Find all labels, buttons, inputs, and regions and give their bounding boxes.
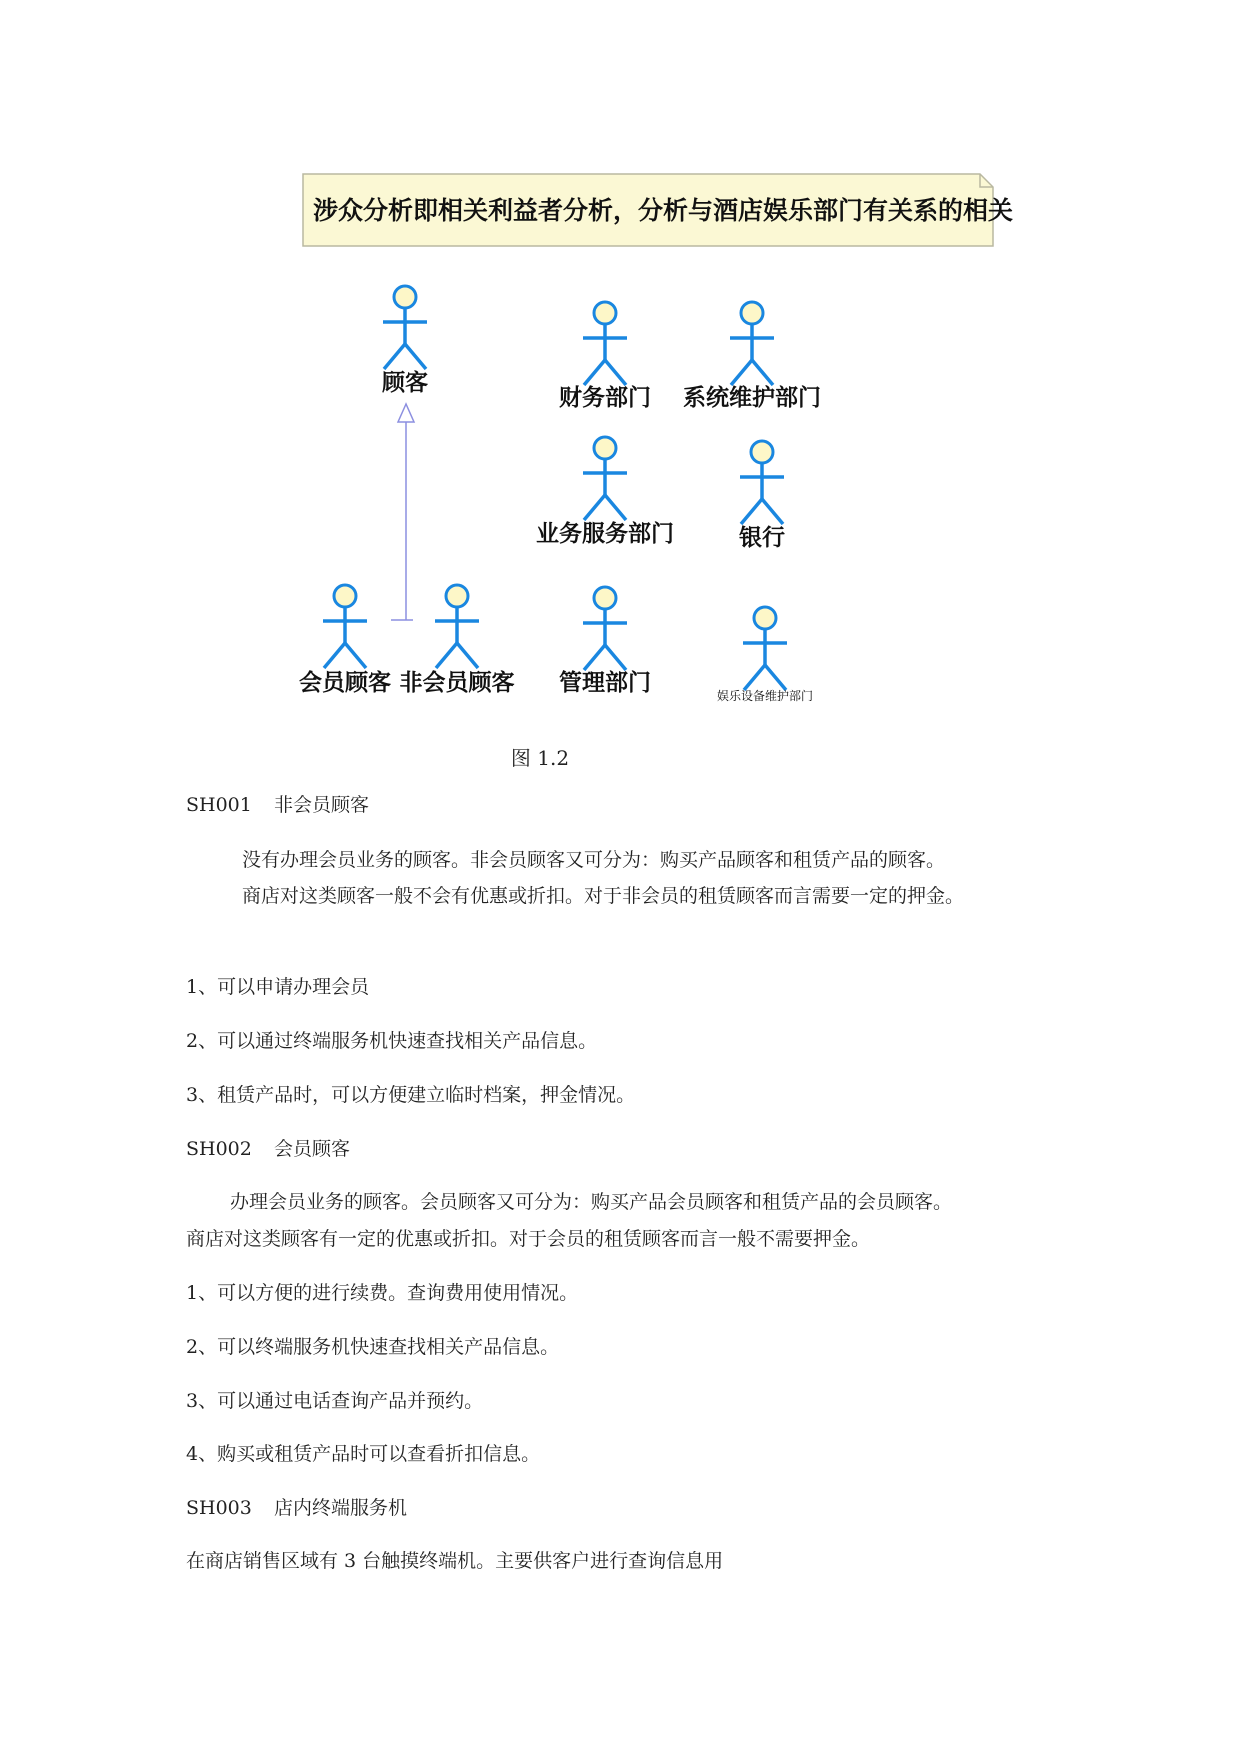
actor-nonmember (400, 585, 515, 696)
list-item: 3、可以通过电话查询产品并预约。 (186, 1390, 484, 1412)
section-title: 店内终端服务机 (274, 1497, 408, 1519)
section-title: 非会员顾客 (274, 794, 370, 816)
actor-label-member: 会员顾客 (299, 670, 391, 696)
actor-label-management: 管理部门 (559, 670, 651, 696)
actor-label-customer: 顾客 (382, 370, 428, 396)
list-item: 1、可以方便的进行续费。查询费用使用情况。 (186, 1282, 579, 1304)
actor-label-sysmaint: 系统维护部门 (683, 385, 821, 411)
actor-business-service (536, 437, 674, 547)
section-heading-sh001 (186, 793, 369, 818)
section-title: 会员顾客 (274, 1138, 351, 1160)
section-id: SH002 (186, 1138, 252, 1160)
stakeholder-diagram (0, 0, 1241, 720)
paragraph-line: 在商店销售区域有 3 台触摸终端机。主要供客户进行查询信息用 (186, 1550, 724, 1572)
actor-customer (382, 286, 428, 396)
list-item: 4、购买或租赁产品时可以查看折扣信息。 (186, 1443, 541, 1465)
paragraph-line: 商店对这类顾客有一定的优惠或折扣。对于会员的租赁顾客而言一般不需要押金。 (186, 1228, 871, 1250)
paragraph-line: 没有办理会员业务的顾客。非会员顾客又可分为：购买产品顾客和租赁产品的顾客。 (242, 849, 946, 871)
paragraph-line: 商店对这类顾客一般不会有优惠或折扣。对于非会员的租赁顾客而言需要一定的押金。 (242, 885, 965, 907)
section-heading-sh002 (186, 1137, 350, 1162)
actor-management (559, 587, 651, 696)
actor-label-nonmember: 非会员顾客 (399, 670, 515, 696)
list-item: 2、可以终端服务机快速查找相关产品信息。 (186, 1336, 560, 1358)
section-id: SH001 (186, 794, 252, 816)
list-item: 1、可以申请办理会员 (186, 976, 370, 998)
actor-finance (559, 302, 651, 411)
generalization-arrow (391, 404, 414, 620)
note-box (303, 174, 1013, 246)
actor-system-maintenance (683, 302, 821, 411)
section-id: SH003 (186, 1497, 252, 1519)
actor-label-finance: 财务部门 (559, 385, 651, 411)
actor-member (299, 585, 391, 696)
section-heading-sh003 (186, 1496, 407, 1521)
figure-caption: 图 1.2 (510, 746, 570, 770)
actor-bank (739, 441, 785, 551)
actor-label-business: 业务服务部门 (536, 521, 674, 547)
actor-entertainment-maintenance (717, 607, 813, 703)
list-item: 2、可以通过终端服务机快速查找相关产品信息。 (186, 1030, 598, 1052)
actor-label-entertainment: 娱乐设备维护部门 (716, 689, 814, 703)
note-text: 涉众分析即相关利益者分析，分析与酒店娱乐部门有关系的相关 (313, 196, 1014, 225)
paragraph-line: 办理会员业务的顾客。会员顾客又可分为：购买产品会员顾客和租赁产品的会员顾客。 (230, 1191, 953, 1213)
list-item: 3、租赁产品时，可以方便建立临时档案，押金情况。 (186, 1084, 636, 1106)
actor-label-bank: 银行 (739, 525, 785, 551)
